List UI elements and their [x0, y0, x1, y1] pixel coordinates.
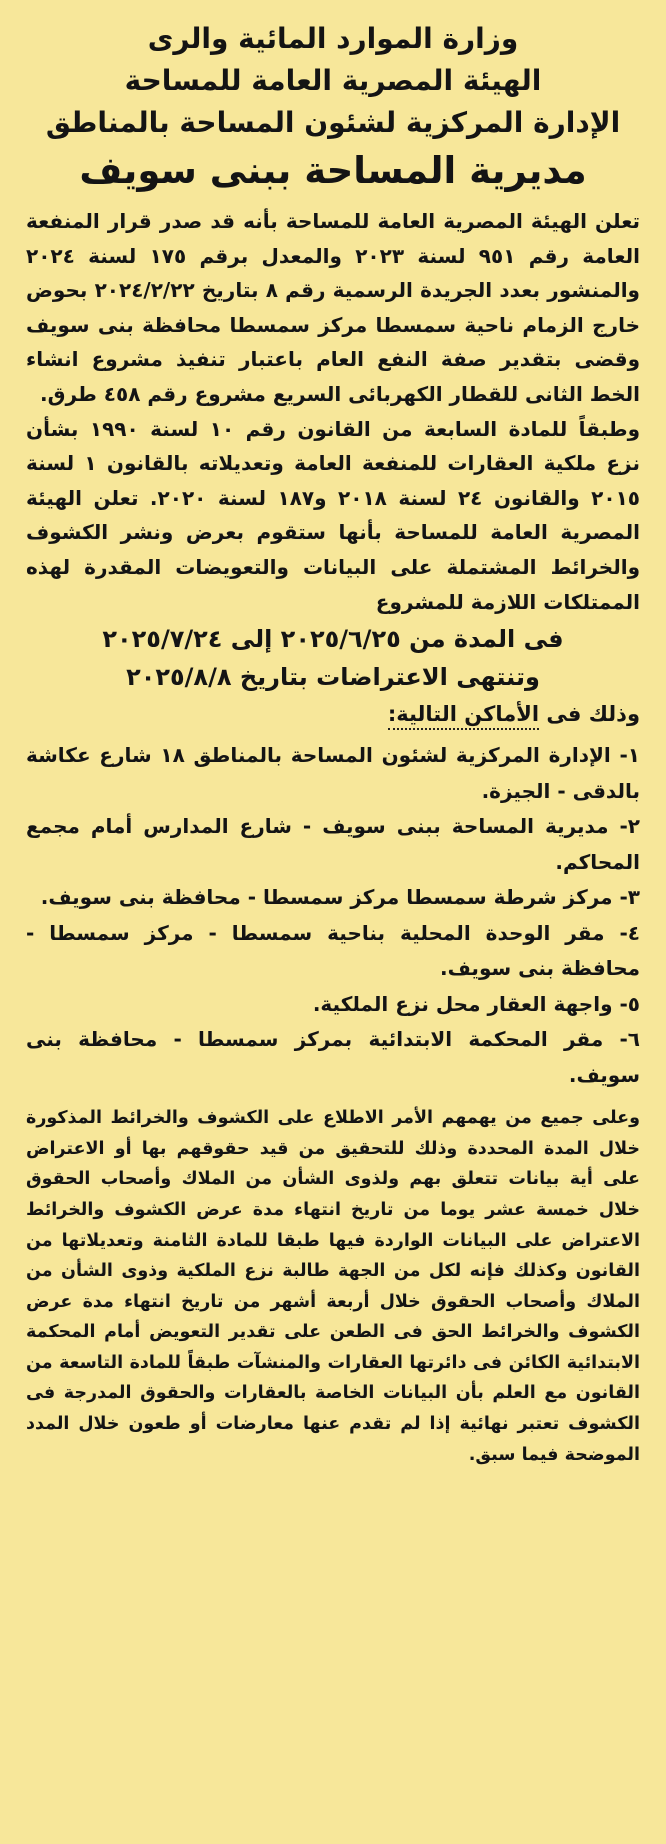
department-title: الإدارة المركزية لشئون المساحة بالمناطق: [45, 106, 621, 139]
places-prefix: وذلك فى: [539, 702, 640, 727]
decree-paragraph: تعلن الهيئة المصرية العامة للمساحة بأنه قد صدر قرار المنفعة العامة رقم ٩٥١ لسنة ٢٠٢٣ والمعدل برقم ١٧٥ لسنة ٢٠٢٤ والمنشور بعدد الجريدة الرسمية رقم ٨ بتاريخ ٢٠٢٤/٢/٢٢ بحوض خارج الزمام ناحية سمسطا مركز سمسطا محافظة بنى سويف وقضى بتقدير صفة النفع العام باعتبار تنفيذ مشروع انشاء الخط الثانى للقطار الكهربائى السريع مشروع رقم ٤٥٨ طرق.: [26, 209, 640, 406]
directorate-title: مديرية المساحة ببنى سويف: [79, 149, 587, 192]
objection-notice-paragraph: وعلى جميع من يهمهم الأمر الاطلاع على الكشوف والخرائط المذكورة خلال المدة المحددة وذلك للتحقيق من قيد حقوقهم بها أو الاعتراض على أية بيانات تتعلق بهم ولذوى الشأن من الملاك وأصحاب الحقوق خلال خمسة عشر يوما من تاريخ انتهاء مدة عرض الكشوف والخرائط الاعتراض على البيانات الواردة فيها طبقا للمادة الثامنة وتعديلاتها من القانون وكذلك فإنه لكل من الجهة طالبة نزع الملكية وذوى الشأن من الملاك وأصحاب الحقوق خلال أربعة أشهر من تاريخ انتهاء مدة عرض الكشوف والخرائط الحق فى الطعن على تقدير التعويض أمام المحكمة الابتدائية الكائن فى دائرتها العقارات والمنشآت طبقاً للمادة التاسعة من القانون مع العلم بأن البيانات الخاصة بالعقارات والحقوق المدرجة فى الكشوف تعتبر نهائية إذا لم تقدم عنها معارضات أو طعون خلال المدد الموضحة فيما سبق.: [26, 1108, 640, 1465]
display-period: فى المدة من ٢٠٢٥/٦/٢٥ إلى ٢٠٢٥/٧/٢٤: [102, 625, 564, 654]
list-item: ٢- مديرية المساحة ببنى سويف - شارع المدارس أمام مجمع المحاكم.: [26, 814, 640, 874]
authority-title: الهيئة المصرية العامة للمساحة: [124, 64, 542, 97]
places-list: [26, 738, 640, 1093]
list-item: ٤- مقر الوحدة المحلية بناحية سمسطا - مركز سمسطا - محافظة بنى سويف.: [26, 920, 640, 981]
places-heading-underlined: الأماكن التالية:: [388, 702, 539, 730]
list-item: ٦- مقر المحكمة الابتدائية بمركز سمسطا - محافظة بنى سويف.: [26, 1027, 640, 1087]
list-item: ٥- واجهة العقار محل نزع الملكية.: [312, 991, 640, 1016]
objection-deadline: وتنتهى الاعتراضات بتاريخ ٢٠٢٥/٨/٨: [126, 663, 540, 692]
list-item: ٣- مركز شرطة سمسطا مركز سمسطا - محافظة بنى سويف.: [40, 885, 640, 910]
ministry-title: وزارة الموارد المائية والرى: [147, 22, 519, 55]
law-paragraph: وطبقاً للمادة السابعة من القانون رقم ١٠ لسنة ١٩٩٠ بشأن نزع ملكية العقارات للمنفعة العامة وتعديلاته بالقانون ١ لسنة ٢٠١٥ والقانون ٢٤ لسنة ٢٠١٨ و١٨٧ لسنة ٢٠٢٠. تعلن الهيئة المصرية العامة للمساحة بأنها ستقوم بعرض ونشر الكشوف والخرائط المشتملة على البيانات والتعويضات المقدرة لهذه الممتلكات اللازمة للمشروع: [26, 416, 640, 614]
places-heading: [26, 697, 640, 732]
list-item: ١- الإدارة المركزية لشئون المساحة بالمناطق ١٨ شارع عكاشة بالدقى - الجيزة.: [26, 743, 640, 803]
